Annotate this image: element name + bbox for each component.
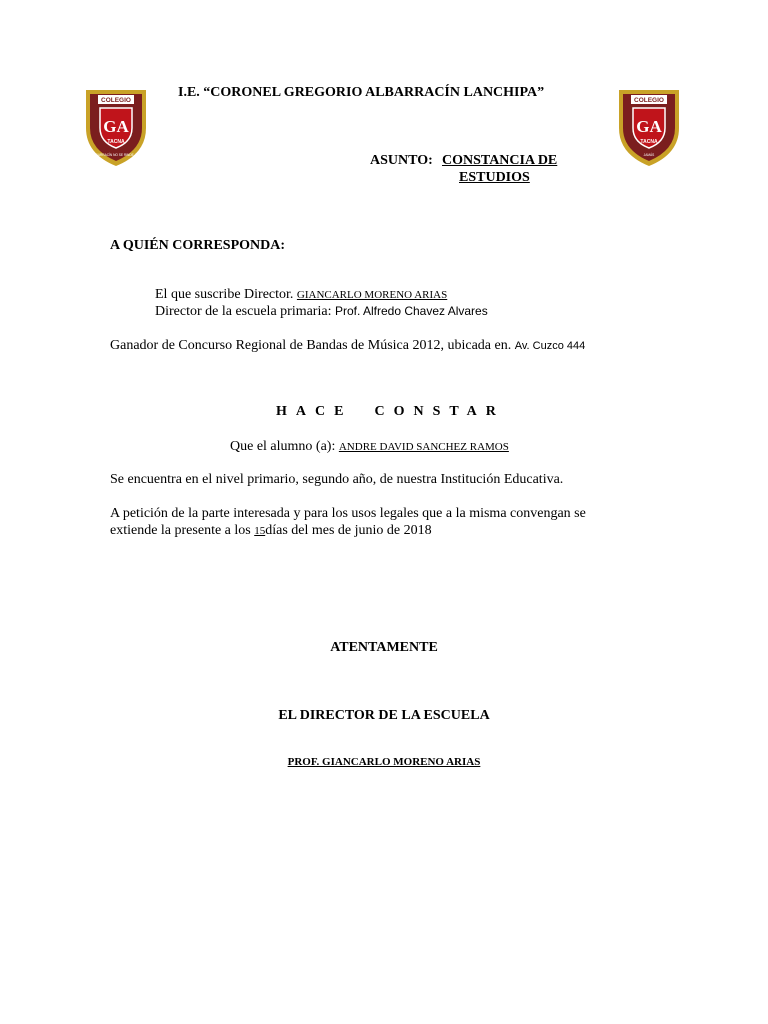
request-line2-after: de 2018 [386, 523, 432, 538]
constar-word: CONSTAR [374, 404, 505, 419]
signatory-line1 [155, 287, 447, 303]
director-name: GIANCARLO MORENO ARIAS [296, 289, 448, 301]
award-text: Ganador de Concurso Regional de Bandas de Música 2012, ubicada en. [110, 338, 512, 353]
crest-city: TACNA [640, 139, 658, 145]
crest-logo-icon [84, 88, 148, 168]
school-address: Av. Cuzco 444 [514, 340, 586, 352]
signer-name: PROF. GIANCARLO MORENO ARIAS [287, 756, 481, 768]
award-line [110, 338, 585, 354]
level-text: Se encuentra en el nivel primario, segundo año, de nuestra Institución Educativa. [110, 472, 564, 487]
school-crest-left [84, 88, 148, 168]
student-line [230, 439, 509, 455]
subject-value-line1: CONSTANCIA DE [442, 153, 558, 168]
crest-initials: GA [103, 117, 129, 136]
crest-ring-text: DE ALBARRACÍN NO SE RINDE JAMÁS [86, 153, 146, 157]
subject-label: ASUNTO: [370, 153, 433, 168]
signatory-line1-prefix: El que suscribe Director. [155, 287, 294, 302]
signatory-line2 [155, 304, 488, 320]
crest-top-text: COLEGIO [101, 97, 131, 104]
student-name: ANDRE DAVID SANCHEZ RAMOS [338, 441, 509, 453]
request-line1: A petición de la parte interesada y para los usos legales que a la misma convengan se [110, 506, 586, 521]
salutation: A QUIÉN CORRESPONDA: [110, 238, 286, 253]
hace-constar-heading [276, 404, 505, 420]
crest-city: TACNA [107, 139, 125, 145]
subject-value-line2: ESTUDIOS [459, 170, 530, 185]
signatory-line2-prefix: Director de la escuela primaria: [155, 304, 332, 319]
school-title: I.E. “CORONEL GREGORIO ALBARRACÍN LANCHIPA” [178, 85, 545, 100]
request-line2 [110, 523, 432, 539]
crest-ring-text: JAMÁS [643, 153, 655, 157]
request-line2-middle: días del mes de junio [265, 523, 384, 538]
crest-logo-icon [617, 88, 681, 168]
crest-top-text: COLEGIO [634, 97, 664, 104]
request-line2-before: extiende la presente a los [110, 523, 251, 538]
student-prefix: Que el alumno (a): [230, 439, 336, 454]
signer-title: EL DIRECTOR DE LA ESCUELA [278, 708, 490, 723]
school-crest-right [617, 88, 681, 168]
crest-initials: GA [636, 117, 662, 136]
signer-name-wrap [0, 756, 768, 768]
request-day: 15 [254, 525, 266, 537]
closing: ATENTAMENTE [330, 640, 438, 655]
primary-director-name: Prof. Alfredo Chavez Alvares [334, 304, 488, 318]
hace-word: HACE [276, 404, 353, 419]
